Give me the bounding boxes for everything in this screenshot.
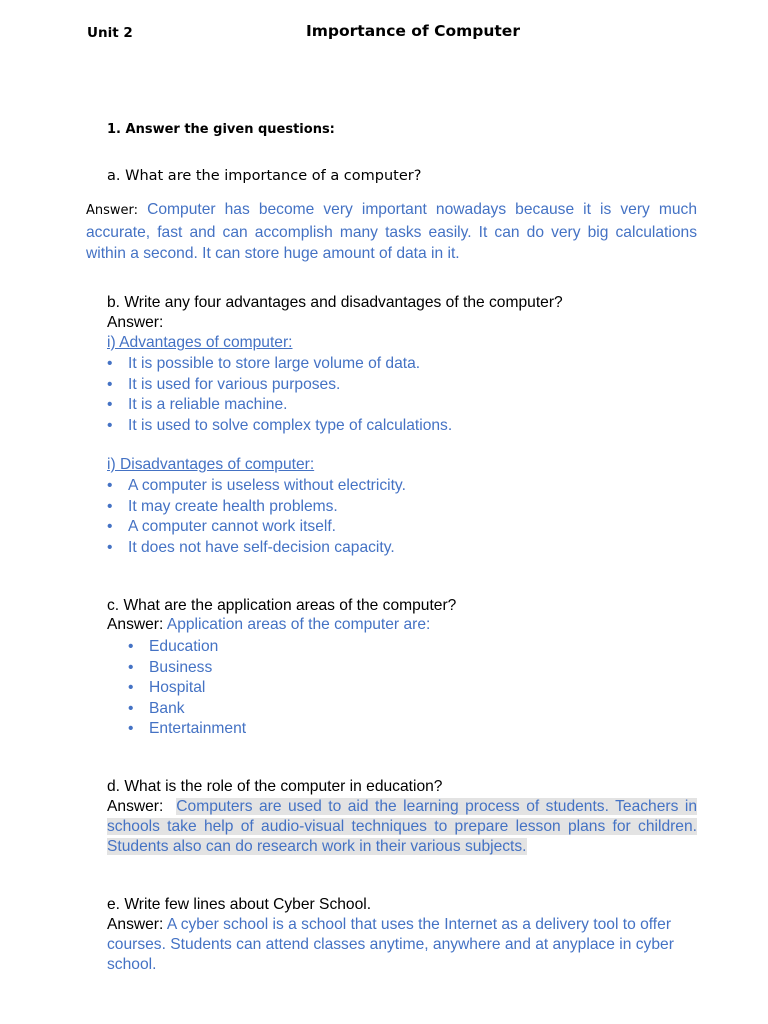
question-b: b. Write any four advantages and disadvantages of the computer? bbox=[107, 294, 563, 311]
list-item: • Entertainment bbox=[128, 719, 246, 740]
question-d: d. What is the role of the computer in education? bbox=[107, 778, 443, 795]
list-item: • Business bbox=[128, 658, 246, 679]
disadvantages-list bbox=[107, 476, 406, 558]
answer-c bbox=[107, 616, 430, 634]
page-title: Importance of Computer bbox=[306, 22, 520, 40]
question-e: e. Write few lines about Cyber School. bbox=[107, 896, 372, 913]
answer-b-label: Answer: bbox=[107, 314, 164, 331]
advantages-heading: i) Advantages of computer: bbox=[107, 334, 293, 351]
answer-d-text: Computers are used to aid the learning process of students. Teachers in schools take help of audio-visual techniques to prepare lesson plans for children. Students also can do research work in their various subjects. bbox=[107, 798, 697, 855]
question-c: c. What are the application areas of the computer? bbox=[107, 597, 457, 614]
list-item: • It is possible to store large volume of data. bbox=[107, 354, 452, 375]
answer-a bbox=[86, 199, 697, 265]
answer-e bbox=[107, 915, 697, 975]
answer-c-label: Answer: bbox=[107, 616, 164, 633]
answer-d-label: Answer: bbox=[107, 798, 164, 815]
list-item: • It does not have self-decision capacity. bbox=[107, 538, 406, 559]
list-item: • Education bbox=[128, 637, 246, 658]
answer-e-label: Answer: bbox=[107, 916, 164, 933]
list-item: • A computer is useless without electricity. bbox=[107, 476, 406, 497]
list-item: • It is used to solve complex type of calculations. bbox=[107, 416, 452, 437]
answer-c-intro: Application areas of the computer are: bbox=[163, 616, 431, 633]
unit-label: Unit 2 bbox=[87, 25, 133, 41]
application-areas-list bbox=[128, 637, 246, 740]
advantages-list bbox=[107, 354, 452, 436]
list-item: • It is used for various purposes. bbox=[107, 375, 452, 396]
list-item: • Bank bbox=[128, 699, 246, 720]
disadvantages-heading: i) Disadvantages of computer: bbox=[107, 456, 315, 473]
list-item: • It may create health problems. bbox=[107, 497, 406, 518]
answer-a-label: Answer: bbox=[86, 203, 139, 218]
section-heading: 1. Answer the given questions: bbox=[107, 122, 335, 137]
list-item: • A computer cannot work itself. bbox=[107, 517, 406, 538]
question-a: a. What are the importance of a computer? bbox=[107, 168, 422, 184]
list-item: • It is a reliable machine. bbox=[107, 395, 452, 416]
list-item: • Hospital bbox=[128, 678, 246, 699]
answer-e-text: A cyber school is a school that uses the Internet as a delivery tool to offer courses. Students can attend classes anytime, anywhere and at anyplace in cyber school. bbox=[107, 916, 674, 973]
answer-d bbox=[107, 797, 697, 856]
answer-a-text: Computer has become very important nowadays because it is very much accurate, fast and can accomplish many tasks easily. It can do very big calculations within a second. It can store huge amount of data in it. bbox=[86, 201, 697, 262]
